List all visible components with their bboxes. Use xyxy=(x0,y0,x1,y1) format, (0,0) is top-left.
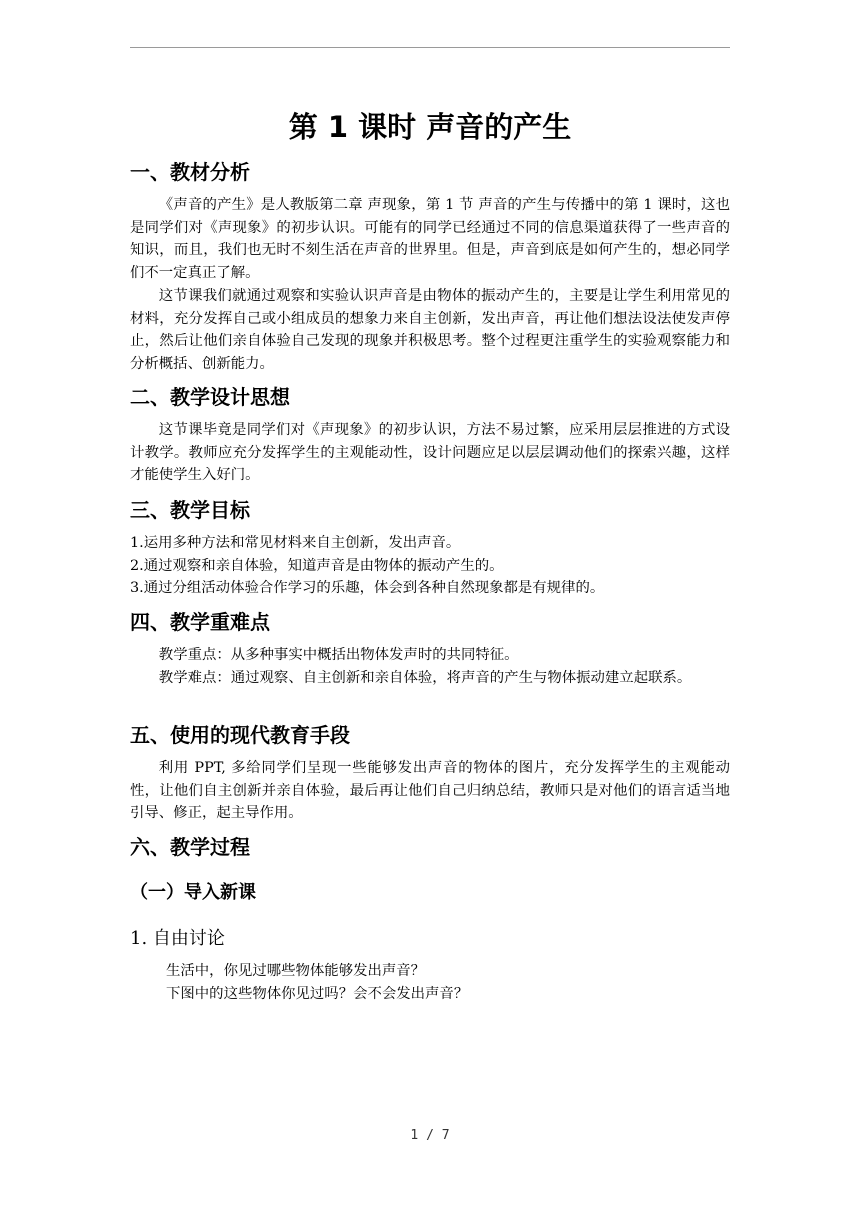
subsection-heading: （一）导入新课 xyxy=(130,882,256,903)
paragraph: 《声音的产生》是人教版第二章 声现象，第 1 节 声音的产生与传播中的第 1 课时，这也是同学们对《声现象》的初步认识。可能有的同学已经通过不同的信息渠道获得了一些声音的知识，而且，我们也无时不刻生活在声音的世界里。但是，声音到底是如何产生的，想必同学们不一定真正了解。 xyxy=(130,197,730,281)
section-heading-goals: 三、教学目标 xyxy=(130,498,250,522)
page-number: 1 / 7 xyxy=(410,1128,450,1143)
goal-list xyxy=(130,532,730,600)
section-heading-design-idea: 二、教学设计思想 xyxy=(130,385,290,409)
question-line: 下图中的这些物体你见过吗？会不会发出声音？ xyxy=(166,986,469,1002)
paragraph: 教学难点：通过观察、自主创新和亲自体验，将声音的产生与物体振动建立起联系。 xyxy=(158,670,692,686)
section-heading-process: 六、教学过程 xyxy=(130,835,250,859)
question-line: 生活中，你见过哪些物体能够发出声音？ xyxy=(166,963,426,979)
paragraph: 这节课毕竟是同学们对《声现象》的初步认识，方法不易过繁，应采用层层推进的方式设计教学。教师应充分发挥学生的主观能动性，设计问题应足以层层调动他们的探索兴趣，这样才能使学生入好门。 xyxy=(130,422,730,483)
header-rule xyxy=(130,47,730,48)
section-heading-key-points: 四、教学重难点 xyxy=(130,610,270,634)
list-item: 2.通过观察和亲自体验，知道声音是由物体的振动产生的。 xyxy=(130,557,504,574)
list-item: 1.运用多种方法和常见材料来自主创新，发出声音。 xyxy=(130,535,461,551)
section-heading-analysis: 一、教材分析 xyxy=(130,160,250,184)
paragraph: 教学重点：从多种事实中概括出物体发声时的共同特征。 xyxy=(158,647,519,663)
subsubsection-heading: 1. 自由讨论 xyxy=(130,928,225,949)
list-item: 3.通过分组活动体验合作学习的乐趣，体会到各种自然现象都是有规律的。 xyxy=(130,580,605,596)
section-heading-modern-means: 五、使用的现代教育手段 xyxy=(130,723,350,747)
paragraph: 利用 PPT, 多给同学们呈现一些能够发出声音的物体的图片，充分发挥学生的主观能动性，让他们自主创新并亲自体验，最后再让他们自己归纳总结，教师只是对他们的语言适当地引导、修正，起主导作用。 xyxy=(130,760,730,821)
page-title: 第 1 课时 声音的产生 xyxy=(288,110,572,144)
paragraph: 这节课我们就通过观察和实验认识声音是由物体的振动产生的，主要是让学生利用常见的材料，充分发挥自己或小组成员的想象力来自主创新，发出声音，再让他们想法设法使发声停止，然后让他们亲自体验自己发现的现象并积极思考。整个过程更注重学生的实验观察能力和分析概括、创新能力。 xyxy=(130,288,730,372)
